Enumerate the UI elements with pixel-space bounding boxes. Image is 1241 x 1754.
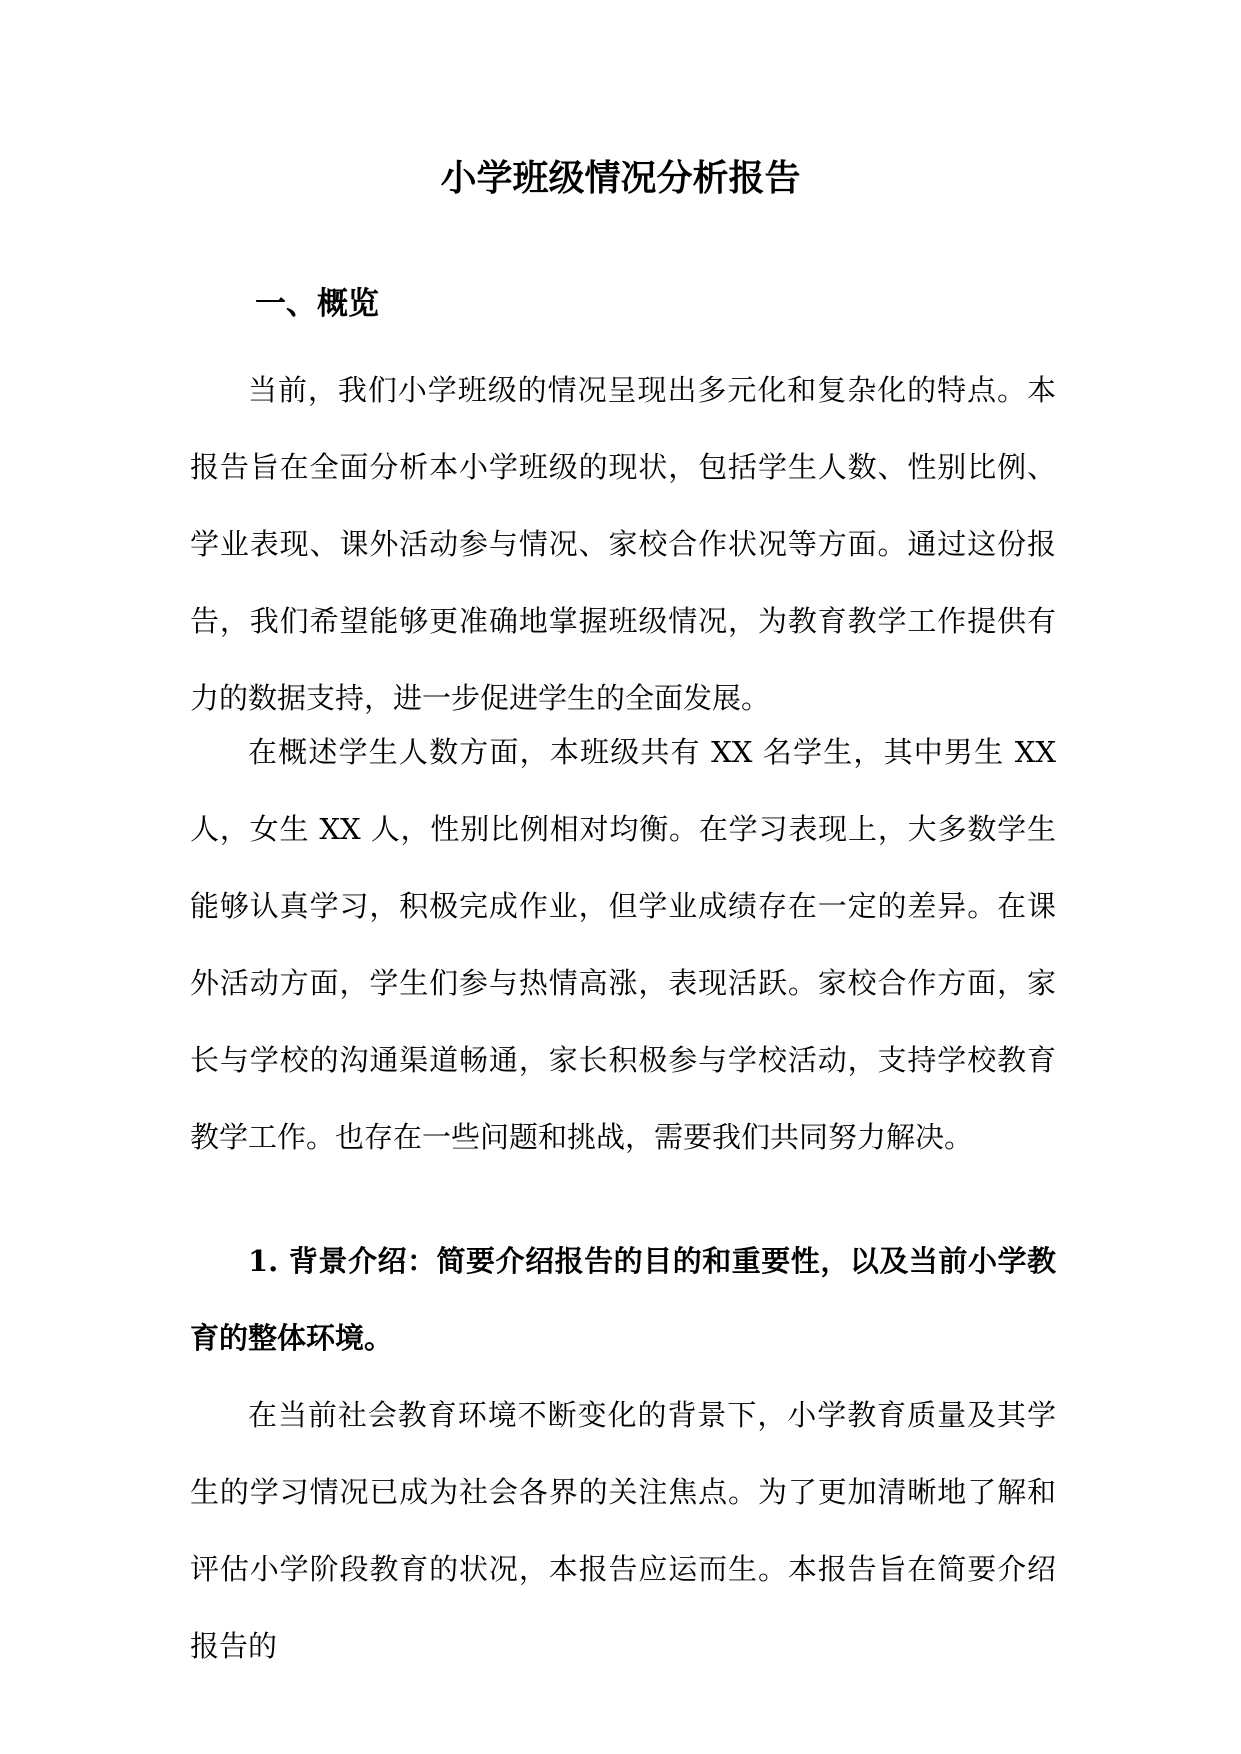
overview-paragraph-1: 当前，我们小学班级的情况呈现出多元化和复杂化的特点。本报告旨在全面分析本小学班级的现状，包括学生人数、性别比例、学业表现、课外活动参与情况、家校合作状况等方面。通过这份报告，我们希望能够更准确地掌握班级情况，为教育教学工作提供有力的数据支持，进一步促进学生的全面发展。 [190, 373, 1056, 715]
subsection-heading-background: 1. 背景介绍：简要介绍报告的目的和重要性，以及当前小学教育的整体环境。 [190, 1244, 1056, 1355]
document-title: 小学班级情况分析报告 [440, 157, 801, 199]
background-paragraph-1: 在当前社会教育环境不断变化的背景下，小学教育质量及其学生的学习情况已成为社会各界的关注焦点。为了更加清晰地了解和评估小学阶段教育的状况，本报告应运而生。本报告旨在简要介绍报告的 [190, 1398, 1056, 1663]
overview-paragraph-2: 在概述学生人数方面，本班级共有 XX 名学生，其中男生 XX 人，女生 XX 人，性别比例相对均衡。在学习表现上，大多数学生能够认真学习，积极完成作业，但学业成绩存在一定的差异。在课外活动方面，学生们参与热情高涨，表现活跃。家校合作方面，家长与学校的沟通渠道畅通，家长积极参与学校活动，支持学校教育教学工作。也存在一些问题和挑战，需要我们共同努力解决。 [190, 735, 1056, 1154]
section-heading-overview: 一、概览 [255, 286, 379, 322]
